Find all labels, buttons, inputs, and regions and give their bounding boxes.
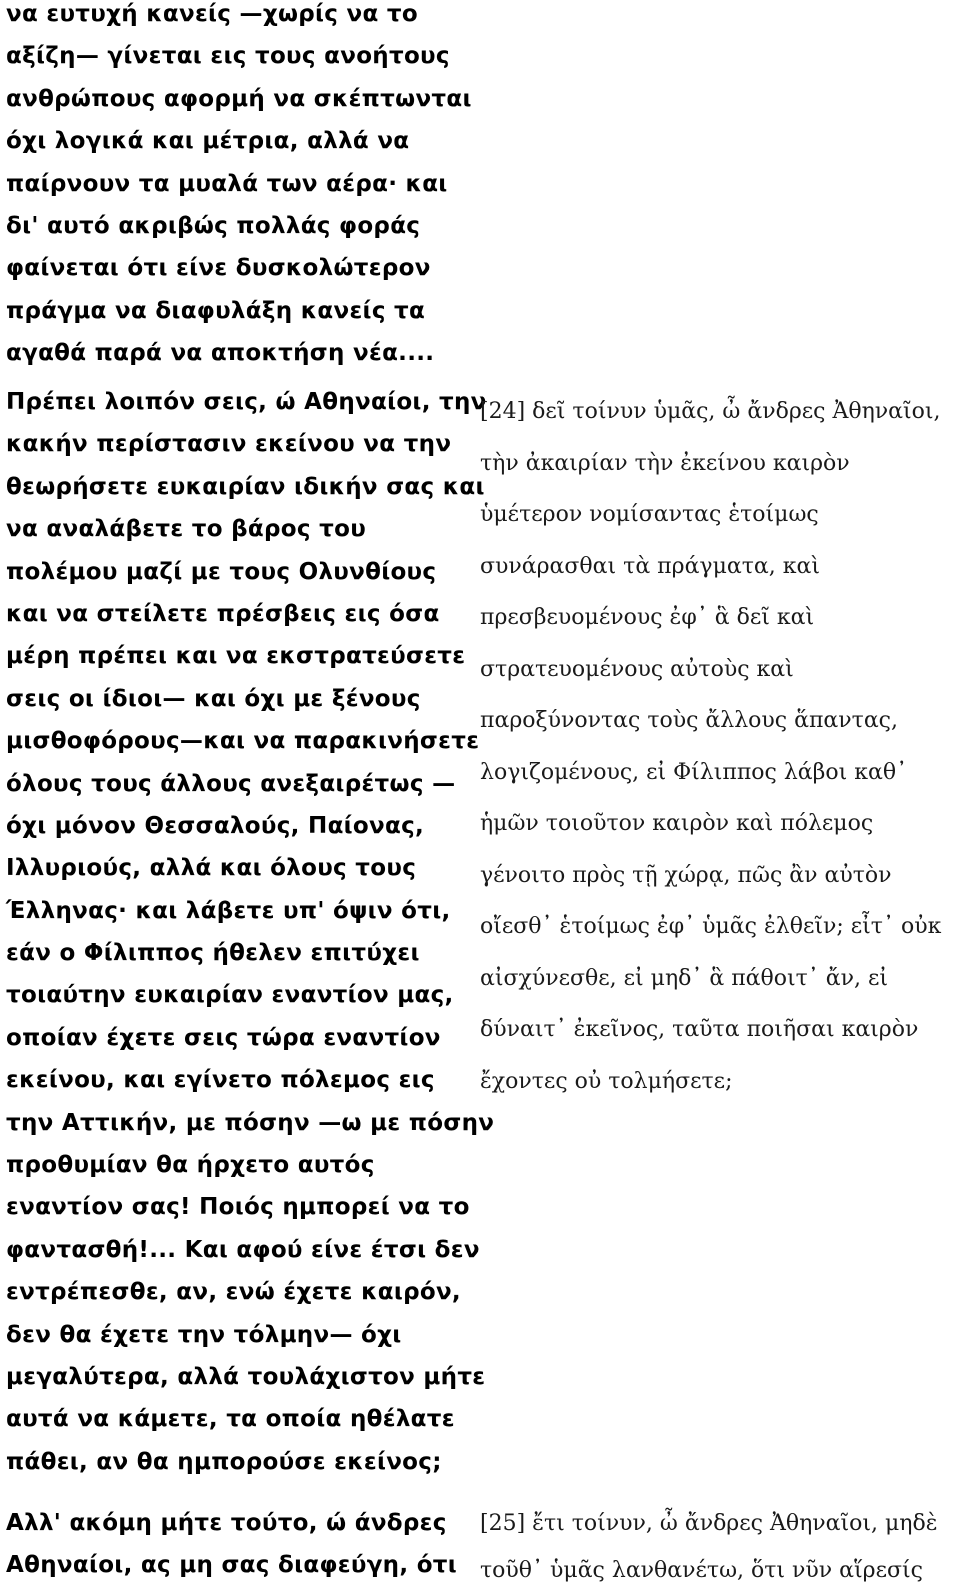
text-line: εκείνου, και εγίνετο πόλεμος εις xyxy=(6,1067,435,1094)
text-line: τοιαύτην ευκαιρίαν εναντίον μας, xyxy=(6,982,454,1009)
text-line: αξίζη— γίνεται εις τους ανοήτους xyxy=(6,43,450,70)
text-line: όλους τους άλλους ανεξαιρέτως — xyxy=(6,770,456,797)
text-line: εάν ο Φίλιππος ήθελεν επιτύχει xyxy=(6,940,420,967)
modern-greek-paragraph-24 xyxy=(6,381,495,1483)
text-line: πρεσβευομένους ἐφ᾽ ἃ δεῖ καὶ xyxy=(480,605,815,630)
text-line: και να στείλετε πρέσβεις εις όσα xyxy=(6,600,440,627)
text-line: μισθοφόρους—και να παρακινήσετε xyxy=(6,728,480,755)
text-line: παροξύνοντας τοὺς ἄλλους ἅπαντας, xyxy=(480,708,898,733)
text-line: όχι λογικά και μέτρια, αλλά να xyxy=(6,128,410,155)
ancient-greek-paragraph-25 xyxy=(480,1500,958,1594)
text-line: δεν θα έχετε την τόλμην— όχι xyxy=(6,1321,402,1348)
text-line: αγαθά παρά να αποκτήση νέα.... xyxy=(6,340,435,367)
text-line: παίρνουν τα μυαλά των αέρα· και xyxy=(6,170,448,197)
text-line: φαίνεται ότι είνε δυσκολώτερον xyxy=(6,255,431,282)
text-line: Αλλ' ακόμη μήτε τούτο, ώ άνδρες xyxy=(6,1510,447,1536)
text-line: κακήν περίστασιν εκείνου να την xyxy=(6,431,452,458)
text-line: πράγμα να διαφυλάξη κανείς τα xyxy=(6,297,426,324)
text-line: συνάρασθαι τὰ πράγματα, καὶ xyxy=(480,553,820,579)
text-line: ανθρώπους αφορμή να σκέπτωνται xyxy=(6,85,472,112)
text-line: εναντίον σας! Ποιός ημπορεί να το xyxy=(6,1194,470,1221)
text-line: θεωρήσετε ευκαιρίαν ιδικήν σας και xyxy=(6,473,485,500)
modern-greek-intro-paragraph xyxy=(6,0,476,375)
text-line: Πρέπει λοιπόν σεις, ώ Αθηναίοι, την xyxy=(6,389,487,415)
text-line: εντρέπεσθε, αν, ενώ έχετε καιρόν, xyxy=(6,1279,461,1306)
text-line: φαντασθή!... Και αφού είνε έτσι δεν xyxy=(6,1236,480,1263)
text-line: να ευτυχή κανείς —χωρίς να το xyxy=(6,1,418,27)
text-line: μεγαλύτερα, αλλά τουλάχιστον μήτε xyxy=(6,1363,486,1390)
text-line: οποίαν έχετε σεις τώρα εναντίον xyxy=(6,1024,441,1051)
text-line: δι' αυτό ακριβώς πολλάς φοράς xyxy=(6,212,421,239)
modern-greek-paragraph-25 xyxy=(6,1502,476,1586)
text-line: πολέμου μαζί με τους Ολυνθίους xyxy=(6,558,437,585)
text-line: σεις οι ίδιοι— και όχι με ξένους xyxy=(6,685,421,712)
text-line: [25] ἔτι τοίνυν, ὦ ἄνδρες Ἀθηναῖοι, μηδὲ xyxy=(480,1511,938,1536)
text-line: ἔχοντες οὐ τολμήσετε; xyxy=(480,1068,733,1094)
text-line: τοῦθ᾽ ὑμᾶς λανθανέτω, ὅτι νῦν αἵρεσίς xyxy=(480,1558,923,1583)
text-line: να αναλάβετε το βάρος του xyxy=(6,516,367,543)
text-line: προθυμίαν θα ήρχετο αυτός xyxy=(6,1152,375,1179)
text-line: στρατευομένους αὐτοὺς καὶ xyxy=(480,656,794,682)
text-line: Αθηναίοι, ας μη σας διαφεύγη, ότι xyxy=(6,1552,458,1578)
text-line: ἡμῶν τοιοῦτον καιρὸν καὶ πόλεμος xyxy=(480,811,874,836)
text-line: λογιζομένους, εἰ Φίλιππος λάβοι καθ᾽ xyxy=(480,759,908,785)
text-line: αἰσχύνεσθε, εἰ μηδ᾽ ἃ πάθοιτ᾽ ἄν, εἰ xyxy=(480,965,889,991)
text-line: [24] δεῖ τοίνυν ὑμᾶς, ὦ ἄνδρες Ἀθηναῖοι, xyxy=(480,399,941,424)
text-line: αυτά να κάμετε, τα οποία ηθέλατε xyxy=(6,1406,455,1433)
text-line: οἴεσθ᾽ ἑτοίμως ἐφ᾽ ὑμᾶς ἐλθεῖν; εἶτ᾽ οὐκ xyxy=(480,914,942,939)
text-line: Ιλλυριούς, αλλά και όλους τους xyxy=(6,855,417,882)
text-line: γένοιτο πρὸς τῇ χώρᾳ, πῶς ἂν αὐτὸν xyxy=(480,862,892,888)
text-line: Έλληνας· και λάβετε υπ' όψιν ότι, xyxy=(6,897,451,924)
text-line: την Αττικήν, με πόσην —ω με πόσην xyxy=(6,1109,495,1136)
ancient-greek-paragraph-24 xyxy=(480,386,958,1107)
text-line: ὑμέτερον νομίσαντας ἑτοίμως xyxy=(480,502,819,527)
text-line: μέρη πρέπει και να εκστρατεύσετε xyxy=(6,643,466,670)
text-line: δύναιτ᾽ ἐκεῖνος, ταῦτα ποιῆσαι καιρὸν xyxy=(480,1017,919,1042)
text-line: πάθει, αν θα ημπορούσε εκείνος; xyxy=(6,1448,442,1475)
text-line: τὴν ἀκαιρίαν τὴν ἐκείνου καιρὸν xyxy=(480,450,850,476)
text-line: όχι μόνον Θεσσαλούς, Παίονας, xyxy=(6,812,425,839)
